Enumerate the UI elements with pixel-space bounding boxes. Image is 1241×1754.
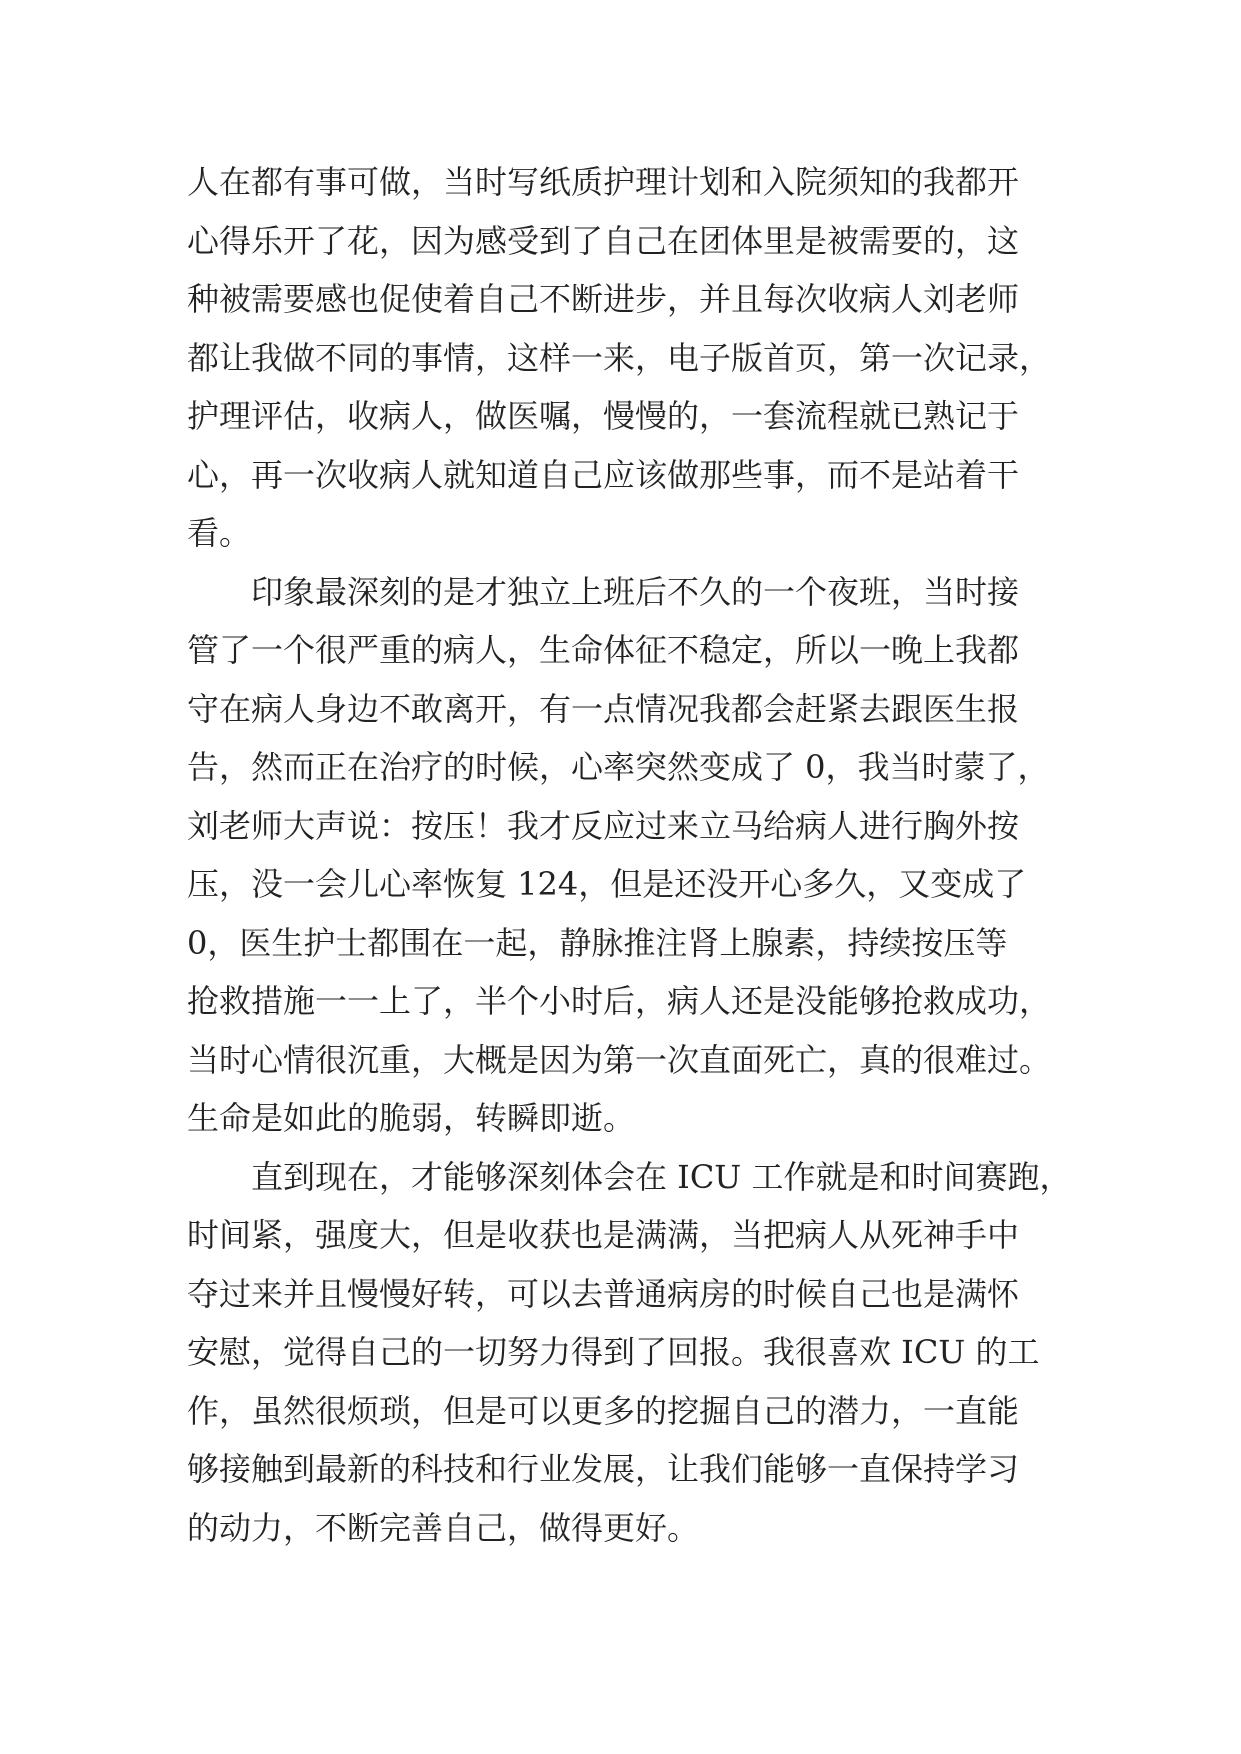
text-line: 告，然而正在治疗的时候，心率突然变成了 0，我当时蒙了，	[187, 748, 1050, 786]
text-line: 作，虽然很烦琐，但是可以更多的挖掘自己的潜力，一直能	[187, 1391, 1020, 1430]
text-line: 压，没一会儿心率恢复 124，但是还没开心多久，又变成了	[187, 865, 1027, 903]
text-line: 夺过来并且慢慢好转，可以去普通病房的时候自己也是满怀	[187, 1274, 1020, 1313]
text-line: 安慰，觉得自己的一切努力得到了回报。我很喜欢 ICU 的工	[187, 1333, 1040, 1371]
paragraph-3	[187, 1148, 1072, 1558]
text-line: 时间紧，强度大，但是收获也是满满，当把病人从死神手中	[187, 1216, 1020, 1254]
text-line: 的动力，不断完善自己，做得更好。	[187, 1508, 700, 1547]
text-line: 看。	[187, 514, 252, 552]
text-line: 都让我做不同的事情，这样一来，电子版首页，第一次记录，	[187, 338, 1052, 377]
text-line: 种被需要感也促使着自己不断进步，并且每次收病人刘老师	[187, 280, 1020, 318]
text-line: 护理评估，收病人，做医嘱，慢慢的，一套流程就已熟记于	[187, 397, 1020, 435]
text-line: 心得乐开了花，因为感受到了自己在团体里是被需要的，这	[187, 221, 1020, 260]
text-line: 直到现在，才能够深刻体会在 ICU 工作就是和时间赛跑，	[251, 1157, 1072, 1196]
paragraph-2	[187, 563, 1053, 1148]
text-line: 印象最深刻的是才独立上班后不久的一个夜班，当时接	[251, 572, 1020, 611]
text-line: 抢救措施一一上了，半个小时后，病人还是没能够抢救成功，	[187, 982, 1052, 1020]
text-line: 人在都有事可做，当时写纸质护理计划和入院须知的我都开	[187, 163, 1020, 201]
text-line: 刘老师大声说：按压！我才反应过来立马给病人进行胸外按	[187, 806, 1020, 845]
document-body	[187, 153, 1072, 1557]
text-line: 心，再一次收病人就知道自己应该做那些事，而不是站着干	[187, 455, 1020, 494]
paragraph-1	[187, 153, 1053, 563]
text-line: 守在病人身边不敢离开，有一点情况我都会赶紧去跟医生报	[187, 689, 1020, 728]
text-line: 管了一个很严重的病人，生命体征不稳定，所以一晚上我都	[187, 631, 1020, 669]
text-line: 当时心情很沉重，大概是因为第一次直面死亡，真的很难过。	[187, 1040, 1052, 1079]
text-line: 够接触到最新的科技和行业发展，让我们能够一直保持学习	[187, 1450, 1020, 1488]
text-line: 生命是如此的脆弱，转瞬即逝。	[187, 1099, 636, 1137]
text-line: 0，医生护士都围在一起，静脉推注肾上腺素，持续按压等	[187, 923, 1008, 962]
